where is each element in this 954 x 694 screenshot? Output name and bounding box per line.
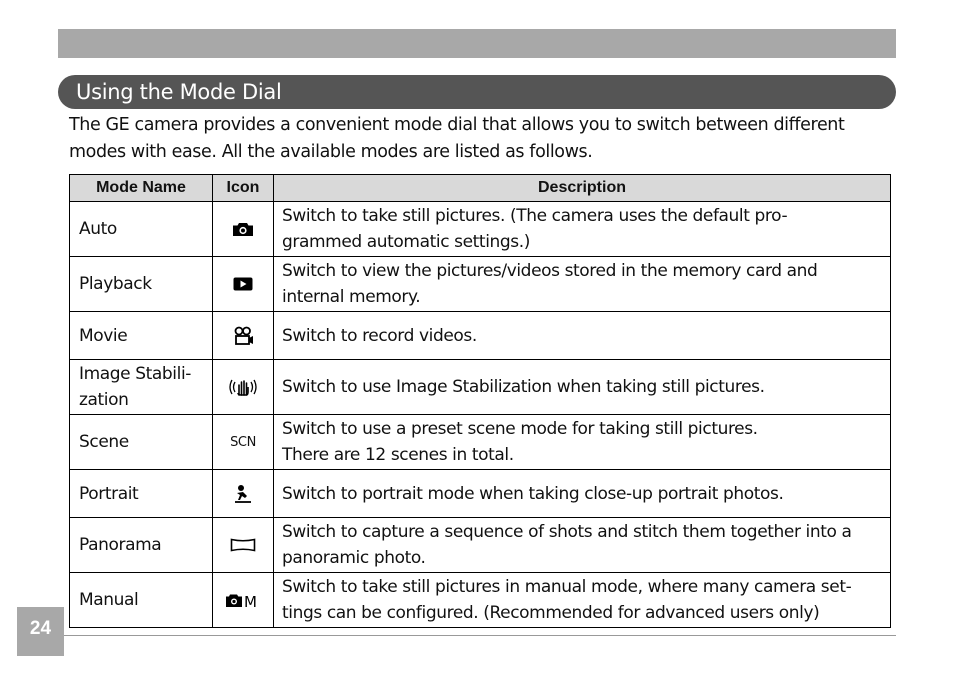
table-row [70, 312, 891, 360]
page-number: 24 [17, 607, 64, 656]
mode-name: Manual [70, 573, 213, 628]
top-banner-bar [58, 29, 896, 58]
bottom-divider [64, 635, 896, 636]
section-title: Using the Mode Dial [76, 80, 282, 104]
mode-name: Portrait [70, 470, 213, 518]
mode-description: Switch to record videos. [274, 312, 891, 360]
table-row [70, 518, 891, 573]
mode-name-line: Image Stabili- [79, 364, 192, 384]
description-line: Switch to capture a sequence of shots and stitch them together into a [282, 522, 852, 542]
mode-name: Panorama [70, 518, 213, 573]
mode-description [274, 573, 891, 628]
description-line: There are 12 scenes in total. [282, 445, 514, 465]
manual-mode-icon [225, 592, 261, 608]
mode-name [70, 360, 213, 415]
portrait-icon [233, 484, 253, 504]
mode-name: Playback [70, 257, 213, 312]
section-header [58, 75, 896, 109]
description-line: panoramic photo. [282, 548, 426, 568]
table-row [70, 470, 891, 518]
description-line: Switch to view the pictures/videos stored in the memory card and [282, 261, 818, 281]
mode-name: Movie [70, 312, 213, 360]
mode-name: Scene [70, 415, 213, 470]
manual-m-label: M [244, 593, 257, 608]
description-line: tings can be configured. (Recommended for advanced users only) [282, 603, 820, 623]
camera-icon [232, 221, 254, 237]
description-line: Switch to take still pictures in manual mode, where many camera set- [282, 577, 852, 597]
panorama-icon [230, 538, 256, 552]
table-row [70, 360, 891, 415]
mode-description [274, 518, 891, 573]
table-row [70, 257, 891, 312]
header-icon: Icon [213, 175, 274, 202]
mode-table [69, 174, 891, 628]
table-row [70, 415, 891, 470]
description-line: internal memory. [282, 287, 421, 307]
intro-line-1: The GE camera provides a convenient mode dial that allows you to switch between different [69, 115, 845, 135]
table-row [70, 202, 891, 257]
mode-name: Auto [70, 202, 213, 257]
mode-description [274, 415, 891, 470]
intro-paragraph [69, 112, 889, 166]
movie-camera-icon [231, 326, 255, 346]
description-line: Switch to use a preset scene mode for taking still pictures. [282, 419, 758, 439]
table-row [70, 573, 891, 628]
mode-description [274, 202, 891, 257]
mode-name-line: zation [79, 390, 129, 410]
mode-description: Switch to use Image Stabilization when taking still pictures. [274, 360, 891, 415]
shaking-hand-icon [229, 378, 257, 396]
scene-icon: SCN [230, 434, 256, 450]
table-header-row [70, 175, 891, 202]
mode-description [274, 257, 891, 312]
mode-description: Switch to portrait mode when taking close-up portrait photos. [274, 470, 891, 518]
intro-line-2: modes with ease. All the available modes are listed as follows. [69, 142, 593, 162]
header-mode-name: Mode Name [70, 175, 213, 202]
description-line: Switch to take still pictures. (The camera uses the default pro- [282, 206, 788, 226]
header-description: Description [274, 175, 891, 202]
playback-icon [233, 277, 253, 291]
description-line: grammed automatic settings.) [282, 232, 530, 252]
